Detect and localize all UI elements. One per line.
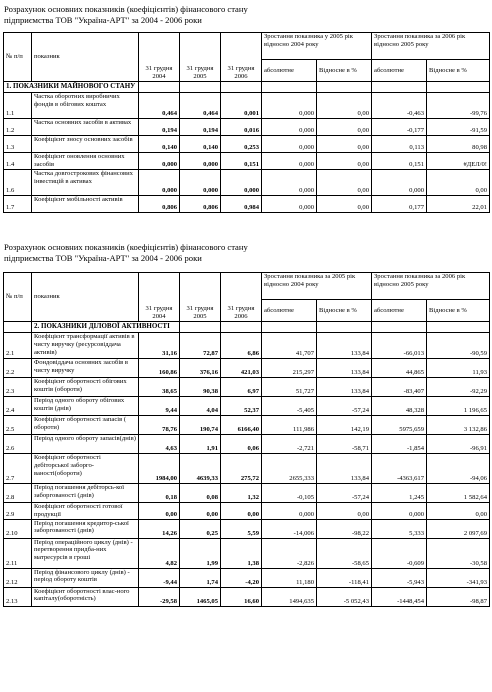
value-2004: 38,65 [139,378,180,397]
table1-title [4,4,489,26]
growth-abs-2005: -5,405 [262,397,317,416]
value-2006: 275,72 [221,454,262,484]
growth-abs-2006: 5,333 [372,519,427,538]
growth-rel-2006: -98,87 [427,587,490,606]
row-indicator-name: Період погашення кредитор-ської заборгованості (днів) [32,519,139,538]
header-num: № п/п [4,33,32,82]
value-2005: 0,806 [180,196,221,213]
growth-rel-2005: 0,00 [317,153,372,170]
value-2005: 0,464 [180,93,221,119]
growth-rel-2005: -58,71 [317,435,372,454]
growth-rel-2005: 0,00 [317,119,372,136]
growth-rel-2006: -91,59 [427,119,490,136]
growth-abs-2005: 0,000 [262,119,317,136]
header-growth-2006: Зростання показника за 2006 рік відносно 2005 року [372,33,490,60]
growth-rel-2005: 133,84 [317,359,372,378]
value-2005: 190,74 [180,416,221,435]
header-num: № п/п [4,273,32,322]
growth-abs-2005: -14,006 [262,519,317,538]
table1 [3,32,490,213]
header-indicator: показник [32,33,139,82]
growth-abs-2006: -83,407 [372,378,427,397]
value-2005: 0,08 [180,484,221,503]
header-abs-1: абсолютне [262,300,317,322]
row-number: 2.4 [4,397,32,416]
row-number: 1.6 [4,170,32,196]
growth-rel-2006: 80,98 [427,136,490,153]
growth-abs-2006: -5,943 [372,568,427,587]
row-indicator-name: Коефіцієнт оборотності запасів ( обороти) [32,416,139,435]
growth-abs-2005: -0,105 [262,484,317,503]
table1-title-line2: підприємства ТОВ "Україна-АРТ" за 2004 - 2006 роки [4,15,202,25]
value-2004: 0,806 [139,196,180,213]
header-2006: 31 грудня 2006 [221,33,262,82]
value-2006: -4,20 [221,568,262,587]
growth-abs-2006: 0,177 [372,196,427,213]
table-row [4,397,490,416]
growth-abs-2005: 0,000 [262,196,317,213]
value-2004: -29,58 [139,587,180,606]
table-row [4,93,490,119]
section-title: 2. ПОКАЗНИКИ ДІЛОВОЇ АКТИВНОСТІ [32,322,180,333]
header-growth-2006: Зростання показника за 2006 рік відносно 2005 року [372,273,490,300]
row-number: 1.7 [4,196,32,213]
document-page [3,4,489,607]
value-2004: 9,44 [139,397,180,416]
value-2006: 0,016 [221,119,262,136]
value-2004: -9,44 [139,568,180,587]
table-row [4,196,490,213]
value-2004: 0,00 [139,503,180,520]
growth-rel-2005: -5 052,43 [317,587,372,606]
growth-abs-2005: 0,000 [262,93,317,119]
growth-abs-2005: 51,727 [262,378,317,397]
growth-rel-2005: -98,22 [317,519,372,538]
growth-abs-2005: -2,826 [262,538,317,568]
table-row [4,153,490,170]
growth-abs-2006: -1,854 [372,435,427,454]
growth-rel-2005: 0,00 [317,196,372,213]
growth-abs-2005: 0,000 [262,136,317,153]
value-2006: 16,60 [221,587,262,606]
table-row [4,587,490,606]
value-2005: 0,25 [180,519,221,538]
header-2004: 31 грудня 2004 [139,33,180,82]
value-2005: 376,16 [180,359,221,378]
row-number: 1.3 [4,136,32,153]
table-row [4,568,490,587]
growth-rel-2005: -118,41 [317,568,372,587]
value-2005: 1,74 [180,568,221,587]
row-indicator-name: Коефіцієнт оборотності обігових коштів (обороти) [32,378,139,397]
value-2004: 0,000 [139,153,180,170]
value-2005: 0,000 [180,170,221,196]
value-2005: 72,87 [180,333,221,359]
row-indicator-name: Фондовіддача основних засобів в чисту виручку [32,359,139,378]
growth-rel-2005: 0,00 [317,170,372,196]
row-indicator-name: Коефіцієнт трансформації активів в чисту виручку (ресурсовіддача активів) [32,333,139,359]
table-row [4,503,490,520]
growth-rel-2006: -94,06 [427,454,490,484]
row-number: 1.4 [4,153,32,170]
growth-rel-2006: #ДЕЛ/0! [427,153,490,170]
header-growth-2005: Зростання показника за 2005 рік відносно 2004 року [262,273,372,300]
value-2004: 0,18 [139,484,180,503]
value-2004: 160,86 [139,359,180,378]
growth-rel-2006: 3 132,86 [427,416,490,435]
table2 [3,272,490,607]
value-2006: 5,59 [221,519,262,538]
value-2006: 0,000 [221,170,262,196]
growth-rel-2006: -341,93 [427,568,490,587]
value-2005: 0,000 [180,153,221,170]
growth-rel-2006: 1 582,64 [427,484,490,503]
growth-abs-2006: 0,000 [372,170,427,196]
header-rel-2: Відносне в % [427,300,490,322]
row-number: 2.5 [4,416,32,435]
growth-rel-2005: 133,84 [317,333,372,359]
growth-abs-2005: -2,721 [262,435,317,454]
table-row [4,136,490,153]
value-2006: 0,253 [221,136,262,153]
row-indicator-name: Коефіцієнт зносу основних засобів [32,136,139,153]
value-2005: 90,38 [180,378,221,397]
value-2004: 14,26 [139,519,180,538]
growth-rel-2006: 2 097,69 [427,519,490,538]
growth-rel-2005: -57,24 [317,484,372,503]
value-2004: 0,464 [139,93,180,119]
value-2006: 6,97 [221,378,262,397]
value-2005: 0,140 [180,136,221,153]
header-rel-1: Відносне в % [317,300,372,322]
table-row [4,538,490,568]
value-2006: 1,32 [221,484,262,503]
growth-abs-2006: 1,245 [372,484,427,503]
table-row [4,333,490,359]
value-2005: 4,04 [180,397,221,416]
value-2005: 0,00 [180,503,221,520]
value-2006: 1,38 [221,538,262,568]
row-number: 2.7 [4,454,32,484]
value-2004: 4,63 [139,435,180,454]
row-number: 2.12 [4,568,32,587]
growth-rel-2005: 0,00 [317,503,372,520]
growth-abs-2006: 5975,659 [372,416,427,435]
header-2005: 31 грудня 2005 [180,273,221,322]
growth-abs-2006: 44,865 [372,359,427,378]
value-2006: 6,86 [221,333,262,359]
header-abs-2: абсолютне [372,300,427,322]
row-number: 2.1 [4,333,32,359]
row-number: 2.3 [4,378,32,397]
growth-abs-2005: 41,707 [262,333,317,359]
row-number: 1.1 [4,93,32,119]
growth-rel-2006: -92,29 [427,378,490,397]
table-row [4,378,490,397]
header-growth-2005: Зростання показника у 2005 рік відносно 2004 року [262,33,372,60]
row-indicator-name: Коефіцієнт оборотності готової продукції [32,503,139,520]
table1-title-line1: Розрахунок основних показників (коефіцієнтів) фінансового стану [4,4,248,14]
row-indicator-name: Період погашення дебіторсь-кої заборгованості (днів) [32,484,139,503]
growth-abs-2006: -1448,454 [372,587,427,606]
header-indicator: показник [32,273,139,322]
growth-abs-2005: 0,000 [262,170,317,196]
header-2006: 31 грудня 2006 [221,273,262,322]
row-indicator-name: Період операційного циклу (днів) - перетворення придба-них матресурсів в гроші [32,538,139,568]
table2-title-line1: Розрахунок основних показників (коефіцієнтів) фінансового стану [4,242,248,252]
growth-rel-2005: 133,84 [317,378,372,397]
growth-abs-2005: 11,180 [262,568,317,587]
value-2004: 0,194 [139,119,180,136]
value-2004: 4,82 [139,538,180,568]
row-indicator-name: Частка основних засобів в активах [32,119,139,136]
growth-abs-2005: 0,000 [262,503,317,520]
table2-title-line2: підприємства ТОВ "Україна-АРТ" за 2004 - 2006 роки [4,253,202,263]
table2-title [4,242,489,264]
value-2005: 1,99 [180,538,221,568]
value-2005: 1465,05 [180,587,221,606]
row-number: 2.8 [4,484,32,503]
table-row [4,435,490,454]
growth-rel-2006: -96,91 [427,435,490,454]
table-row [4,119,490,136]
growth-rel-2006: 22,01 [427,196,490,213]
growth-abs-2006: 48,328 [372,397,427,416]
header-rel-1: Відносне в % [317,60,372,82]
table-row [4,359,490,378]
growth-abs-2006: 0,000 [372,503,427,520]
header-rel-2: Відносне в % [427,60,490,82]
header-abs-2: абсолютне [372,60,427,82]
growth-rel-2006: -90,59 [427,333,490,359]
row-indicator-name: Коефіцієнт оборотності дебіторської заборго-ваності(обороти) [32,454,139,484]
header-abs-1: абсолютне [262,60,317,82]
row-indicator-name: Період одного обороту запасів(днів) [32,435,139,454]
value-2005: 1,91 [180,435,221,454]
row-indicator-name: Частка довгострокових фінансових інвестицій в активах [32,170,139,196]
row-indicator-name: Коефіцієнт оновлення основних засобів [32,153,139,170]
value-2005: 0,194 [180,119,221,136]
row-number: 2.13 [4,587,32,606]
row-number: 2.2 [4,359,32,378]
row-number: 2.11 [4,538,32,568]
growth-rel-2006: 11,93 [427,359,490,378]
row-indicator-name: Коефіцієнт мобільності активів [32,196,139,213]
growth-rel-2006: 0,00 [427,170,490,196]
growth-rel-2005: -58,65 [317,538,372,568]
growth-rel-2005: 0,00 [317,136,372,153]
growth-abs-2006: -66,013 [372,333,427,359]
row-number: 2.10 [4,519,32,538]
row-number: 1.2 [4,119,32,136]
value-2006: 421,03 [221,359,262,378]
growth-rel-2006: -30,58 [427,538,490,568]
growth-rel-2006: 0,00 [427,503,490,520]
growth-abs-2005: 111,986 [262,416,317,435]
growth-rel-2005: 0,00 [317,93,372,119]
row-number: 2.6 [4,435,32,454]
growth-abs-2005: 215,297 [262,359,317,378]
growth-abs-2005: 0,000 [262,153,317,170]
row-number: 2.9 [4,503,32,520]
growth-rel-2006: 1 196,65 [427,397,490,416]
growth-rel-2006: -99,76 [427,93,490,119]
growth-abs-2005: 1494,635 [262,587,317,606]
table-row [4,484,490,503]
value-2006: 0,984 [221,196,262,213]
value-2005: 4639,33 [180,454,221,484]
value-2004: 78,76 [139,416,180,435]
growth-abs-2005: 2655,333 [262,454,317,484]
table-row [4,170,490,196]
growth-abs-2006: 0,151 [372,153,427,170]
header-2005: 31 грудня 2005 [180,33,221,82]
growth-rel-2005: 133,84 [317,454,372,484]
header-2004: 31 грудня 2004 [139,273,180,322]
value-2006: 0,001 [221,93,262,119]
growth-rel-2005: -57,24 [317,397,372,416]
growth-abs-2006: 0,113 [372,136,427,153]
table-row [4,454,490,484]
value-2006: 0,151 [221,153,262,170]
growth-abs-2006: -0,463 [372,93,427,119]
table-row [4,519,490,538]
growth-rel-2005: 142,19 [317,416,372,435]
growth-abs-2006: -4363,617 [372,454,427,484]
value-2006: 6166,40 [221,416,262,435]
row-indicator-name: Період одного обороту обігових коштів (днів) [32,397,139,416]
value-2004: 31,16 [139,333,180,359]
value-2006: 0,06 [221,435,262,454]
value-2004: 1984,00 [139,454,180,484]
value-2006: 0,00 [221,503,262,520]
value-2004: 0,140 [139,136,180,153]
table-row [4,416,490,435]
row-indicator-name: Частка оборотних виробничих фондів в обігових коштах [32,93,139,119]
row-indicator-name: Коефіцієнт оборотності влас-ного капіталу(оборотність) [32,587,139,606]
value-2006: 52,37 [221,397,262,416]
growth-abs-2006: -0,609 [372,538,427,568]
section-title: 1. ПОКАЗНИКИ МАЙНОВОГО СТАНУ [4,82,139,93]
value-2004: 0,000 [139,170,180,196]
growth-abs-2006: -0,177 [372,119,427,136]
row-indicator-name: Період фінансового циклу (днів) - період обороту коштів [32,568,139,587]
